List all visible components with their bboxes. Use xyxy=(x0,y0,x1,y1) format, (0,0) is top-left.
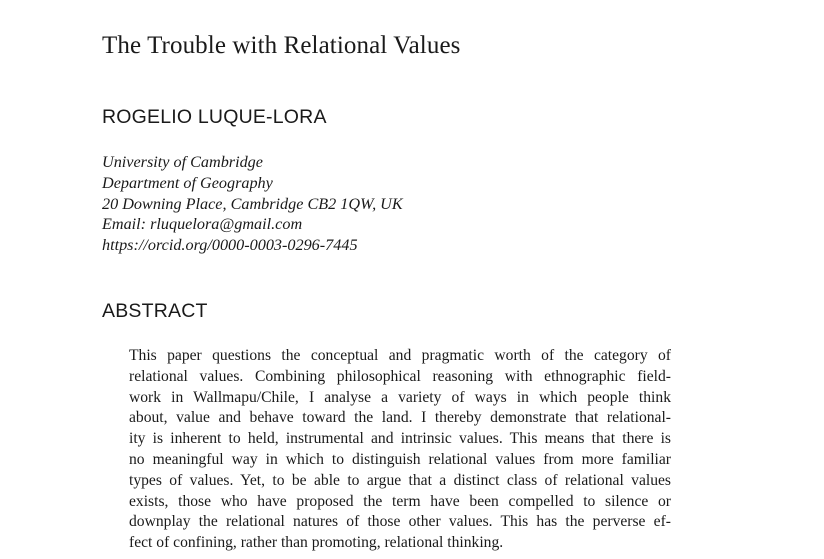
author-name: ROGELIO LUQUE-LORA xyxy=(102,106,327,128)
abstract-line: ity is inherent to held, instrumental and intrinsic values. This means that there is xyxy=(129,430,671,448)
abstract-line: work in Wallmapu/Chile, I analyse a variety of ways in which people think xyxy=(129,388,671,406)
abstract-line: downplay the relational natures of those other values. This has the perverse ef- xyxy=(129,513,671,531)
abstract-line: This paper questions the conceptual and pragmatic worth of the category of xyxy=(129,347,671,364)
affiliation-orcid: https://orcid.org/0000-0003-0296-7445 xyxy=(102,236,358,255)
abstract-line: about, value and behave toward the land. I thereby demonstrate that relational- xyxy=(129,409,671,427)
affiliation-email: Email: rluquelora@gmail.com xyxy=(102,215,303,234)
abstract-line: exists, those who have proposed the term have been compelled to silence or xyxy=(129,492,671,510)
abstract-heading: ABSTRACT xyxy=(102,300,208,322)
affiliation-university: University of Cambridge xyxy=(102,153,263,171)
affiliation-department: Department of Geography xyxy=(102,173,273,192)
abstract-line: no meaningful way in which to distinguish relational values from more familiar xyxy=(129,450,671,468)
abstract-line: types of values. Yet, to be able to argue that a distinct class of relational values xyxy=(129,471,671,489)
abstract-body xyxy=(129,346,671,554)
abstract-line: relational values. Combining philosophical reasoning with ethnographic field- xyxy=(129,367,671,385)
paper-title: The Trouble with Relational Values xyxy=(102,32,461,59)
affiliation-address: 20 Downing Place, Cambridge CB2 1QW, UK xyxy=(102,194,403,213)
author-affiliation xyxy=(102,152,403,256)
abstract-line: fect of confining, rather than promoting, relational thinking. xyxy=(129,534,504,552)
